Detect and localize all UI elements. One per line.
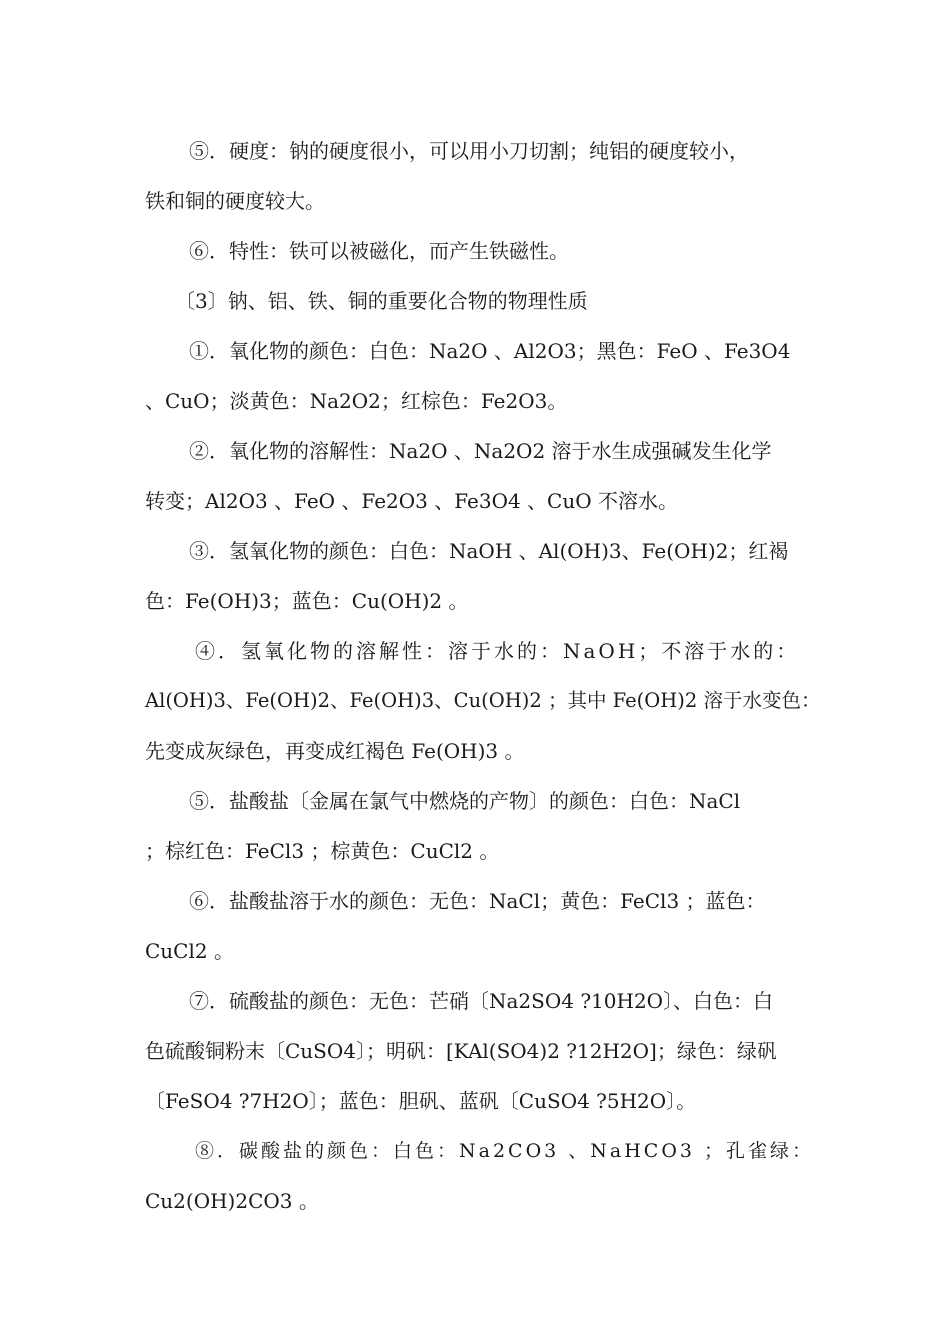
paragraph-carbonate-color: [145, 1126, 825, 1226]
text-line: ⑥．盐酸盐溶于水的颜色：无色：NaCl；黄色：FeCl3 ；蓝色：: [189, 889, 766, 913]
paragraph-property: [145, 226, 825, 276]
text-line: 转变；Al2O3 、FeO 、Fe2O3 、Fe3O4 、CuO 不溶水。: [145, 489, 678, 513]
paragraph-chloride-solution-color: [145, 876, 825, 976]
section-heading: [145, 276, 825, 326]
text-line: ②．氧化物的溶解性：Na2O 、Na2O2 溶于水生成强碱发生化学: [189, 439, 772, 463]
text-line: 色：Fe(OH)3；蓝色：Cu(OH)2 。: [145, 589, 469, 613]
text-line: ⑤．盐酸盐〔金属在氯气中燃烧的产物〕的颜色：白色：NaCl: [189, 789, 741, 813]
paragraph-sulfate-color: [145, 976, 825, 1126]
paragraph-hydroxide-color: [145, 526, 825, 626]
paragraph-hydroxide-solubility: [145, 626, 825, 776]
text-line: ①．氧化物的颜色：白色：Na2O 、Al2O3；黑色：FeO 、Fe3O4: [189, 339, 791, 363]
text-line: 〔3〕钠、铝、铁、铜的重要化合物的物理性质: [175, 289, 588, 313]
text-line: ③．氢氧化物的颜色：白色：NaOH 、Al(OH)3、Fe(OH)2；红褐: [189, 539, 789, 563]
text-line: 〔FeSO4 ?7H2O〕；蓝色：胆矾、蓝矾〔CuSO4 ?5H2O〕。: [145, 1089, 697, 1113]
text-line: ；棕红色：FeCl3 ；棕黄色：CuCl2 。: [145, 839, 500, 863]
text-line: 铁和铜的硬度较大。: [145, 189, 325, 213]
text-line: 色硫酸铜粉末〔CuSO4〕；明矾：[KAl(SO4)2 ?12H2O]；绿色：绿矾: [145, 1039, 777, 1063]
text-line: 先变成灰绿色，再变成红褐色 Fe(OH)3 。: [145, 739, 525, 763]
paragraph-hardness: [145, 126, 825, 226]
text-line: 、CuO；淡黄色：Na2O2；红棕色：Fe2O3。: [145, 389, 568, 413]
paragraph-oxide-solubility: [145, 426, 825, 526]
text-line: ⑦．硫酸盐的颜色：无色：芒硝〔Na2SO4 ?10H2O〕、白色：白: [189, 989, 774, 1013]
text-line: ④．氢氧化物的溶解性：溶于水的：NaOH；不溶于水的：: [195, 639, 800, 663]
text-line: CuCl2 。: [145, 939, 234, 963]
paragraph-chloride-color: [145, 776, 825, 876]
text-line: ⑧．碳酸盐的颜色：白色：Na2CO3 、NaHCO3 ；孔雀绿：: [195, 1140, 815, 1162]
text-line: Al(OH)3、Fe(OH)2、Fe(OH)3、Cu(OH)2 ；其中 Fe(OH)2 溶于水变色：: [145, 689, 821, 712]
document-body: [145, 126, 825, 1226]
paragraph-oxide-color: [145, 326, 825, 426]
text-line: ⑥．特性：铁可以被磁化，而产生铁磁性。: [189, 239, 569, 263]
text-line: Cu2(OH)2CO3 。: [145, 1189, 319, 1213]
text-line: ⑤．硬度：钠的硬度很小，可以用小刀切割；纯铝的硬度较小，: [189, 139, 749, 163]
